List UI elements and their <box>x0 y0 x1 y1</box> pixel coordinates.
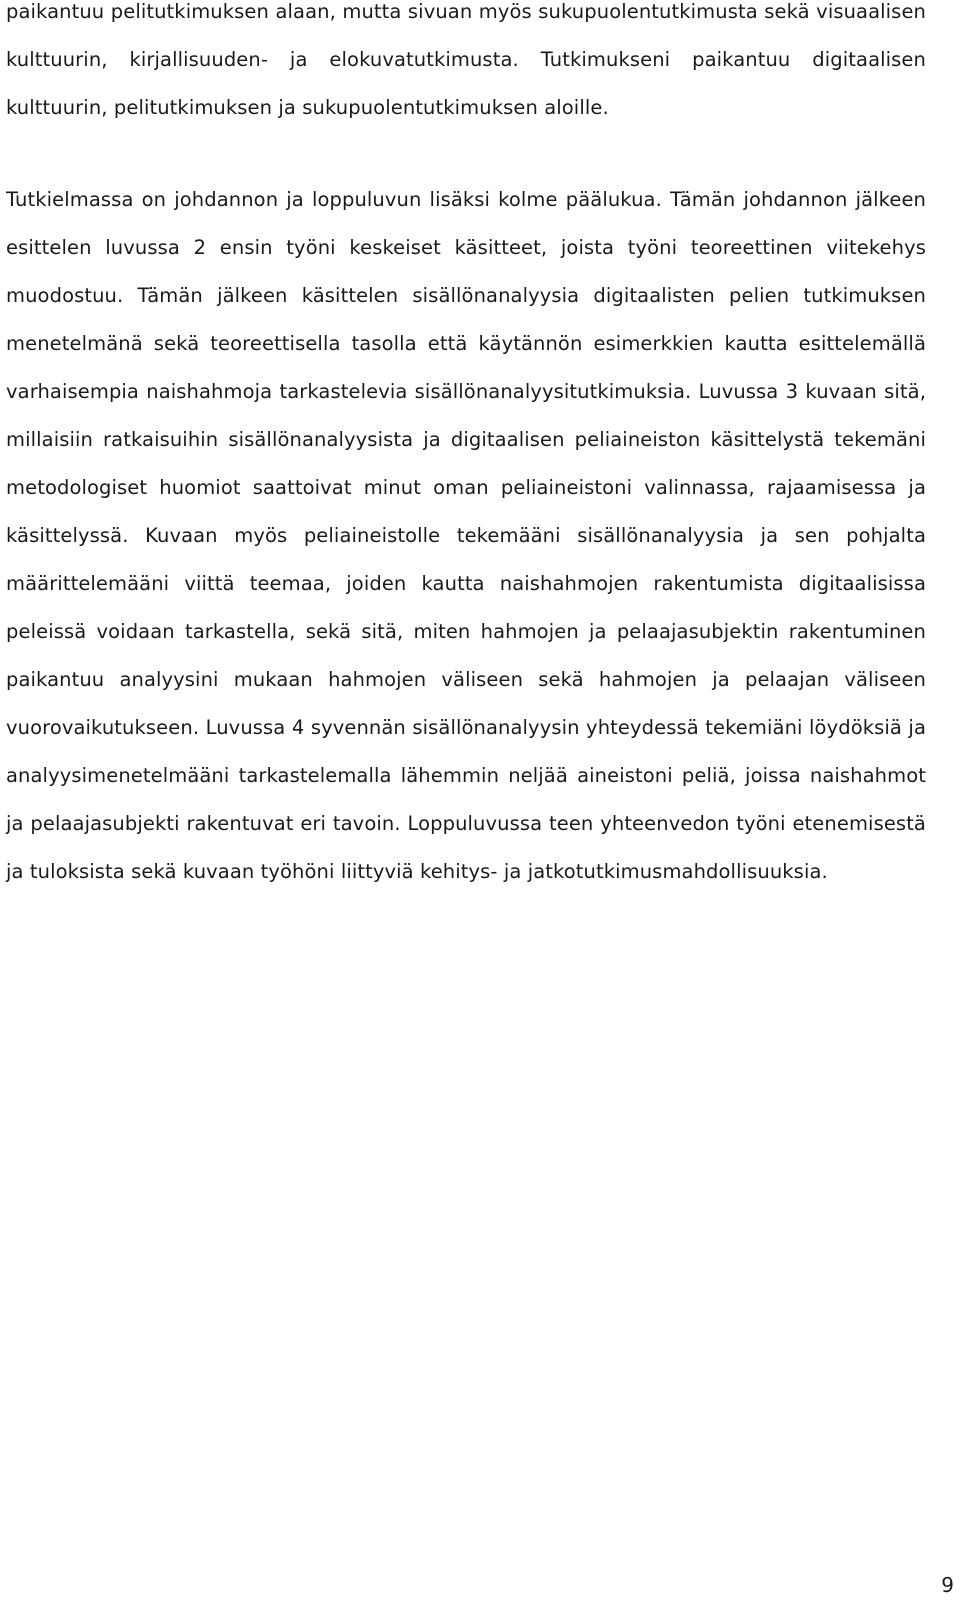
document-page <box>6 0 926 1623</box>
page-number: 9 <box>941 1573 954 1597</box>
paragraph-intro-continuation: paikantuu pelitutkimuksen alaan, mutta sivuan myös sukupuolentutkimusta sekä visuaalisen kulttuurin, kirjallisuuden- ja elokuvatutkimusta. Tutkimukseni paikantuu digitaalisen kulttuurin, pelitutkimuksen ja sukupuolentutkimuksen aloille. <box>6 0 926 119</box>
paragraph-thesis-structure: Tutkielmassa on johdannon ja loppuluvun lisäksi kolme päälukua. Tämän johdannon jälkeen esittelen luvussa 2 ensin työni keskeiset käsitteet, joista työni teoreettinen viitekehys muodostuu. Tämän jälkeen käsittelen sisällönanalyysia digitaalisten pelien tutkimuksen menetelmänä sekä teoreettisella tasolla että käytännön esimerkkien kautta esittelemällä varhaisempia naishahmoja tarkastelevia sisällönanalyysitutkimuksia. Luvussa 3 kuvaan sitä, millaisiin ratkaisuihin sisällönanalyysista ja digitaalisen peliaineiston käsittelystä tekemäni metodologiset huomiot saattoivat minut oman peliaineistoni valinnassa, rajaamisessa ja käsittelyssä. Kuvaan myös peliaineistolle tekemääni sisällönanalyysia ja sen pohjalta määrittelemääni viittä teemaa, joiden kautta naishahmojen rakentumista digitaalisissa peleissä voidaan tarkastella, sekä sitä, miten hahmojen ja pelaajasubjektin rakentuminen paikantuu analyysini mukaan hahmojen väliseen sekä hahmojen ja pelaajan väliseen vuorovaikutukseen. Luvussa 4 syvennän sisällönanalyysin yhteydessä tekemiäni löydöksiä ja analyysimenetelmääni tarkastelemalla lähemmin neljää aineistoni peliä, joissa naishahmot ja pelaajasubjekti rakentuvat eri tavoin. Loppuluvussa teen yhteenvedon työni etenemisestä ja tuloksista sekä kuvaan työhöni liittyviä kehitys- ja jatkotutkimusmahdollisuuksia. <box>6 188 926 883</box>
